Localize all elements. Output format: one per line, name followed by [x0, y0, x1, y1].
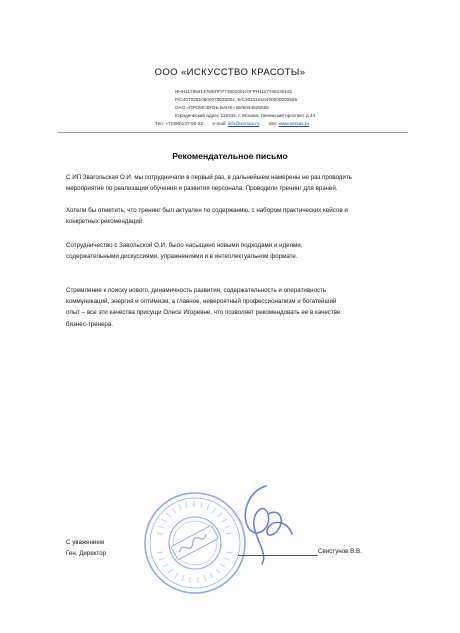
paragraph-4	[66, 285, 426, 330]
position-text: Ген. Директор	[66, 550, 107, 558]
paragraph-line: конкретных рекомендаций.	[66, 218, 144, 226]
requisites-address: Юридический адрес 119334, г. Москва, Ленинский проспект д.44	[175, 113, 316, 118]
email-link[interactable]: info@versus.ru	[227, 121, 260, 126]
letterhead-divider	[58, 132, 408, 133]
email-label: e-mail:	[212, 121, 227, 126]
signature-line	[238, 555, 318, 556]
phone-text: Тел: +7(499)137-55-22	[155, 121, 204, 126]
site-link[interactable]: www.versus.ru	[278, 121, 310, 126]
requisites-bank: ОАО «ПРОМСВЯЗЬ БАНК» БИК044525555	[175, 105, 269, 110]
paragraph-line: Стремление к поиску нового, динамичность развития, содержательность и оперативность	[66, 287, 327, 294]
letter-title: Рекомендательное письмо	[172, 151, 288, 161]
paragraph-line: Хотели бы отметить, что тренинг был актуален по содержанию, с набором практических кейсов и	[66, 207, 348, 214]
paragraph-line: мероприятие по реализации обучения и развития персонала. Проводили тренинг для врачей.	[66, 185, 338, 193]
paragraph-line: бизнес-тренера.	[66, 320, 114, 328]
paragraph-line: содержательными дискуссиями, упражнениями и в интеллектуальном формате.	[66, 253, 298, 261]
signer-name: Свистунов В.В.	[318, 548, 362, 555]
requisites-account: Р/С40702810800070625001, К/С30101810400000000555	[175, 97, 298, 102]
paragraph-2	[66, 205, 426, 227]
paragraph-line: С ИП Звагольская О.И. мы сотрудничали в первый раз, в дальнейшем намерены не раз проводить	[66, 174, 352, 181]
regards-text: С уважением	[66, 539, 105, 546]
company-name: ООО «ИСКУССТВО КРАСОТЫ»	[154, 67, 306, 78]
paragraph-line: опыт – все эти качества присущи Олесе Игоревне, что позволяет рекомендовать ее в качестве	[66, 309, 341, 317]
paragraph-line: коммуникаций, энергия и оптимизм, а главное, невероятный профессионализм и богатейший	[66, 298, 337, 306]
closing-block	[66, 537, 106, 559]
contacts-line	[155, 120, 395, 128]
site-label: site:	[268, 121, 278, 126]
paragraph-line: Сотрудничество с Завольской О.И. было насыщено новыми подходами и идеями,	[66, 242, 303, 249]
requisites-inn: ИНН1178841475/КПП773601001/ОГРН1117746230161	[175, 89, 293, 94]
paragraph-1	[66, 172, 426, 194]
paragraph-3	[66, 240, 426, 262]
